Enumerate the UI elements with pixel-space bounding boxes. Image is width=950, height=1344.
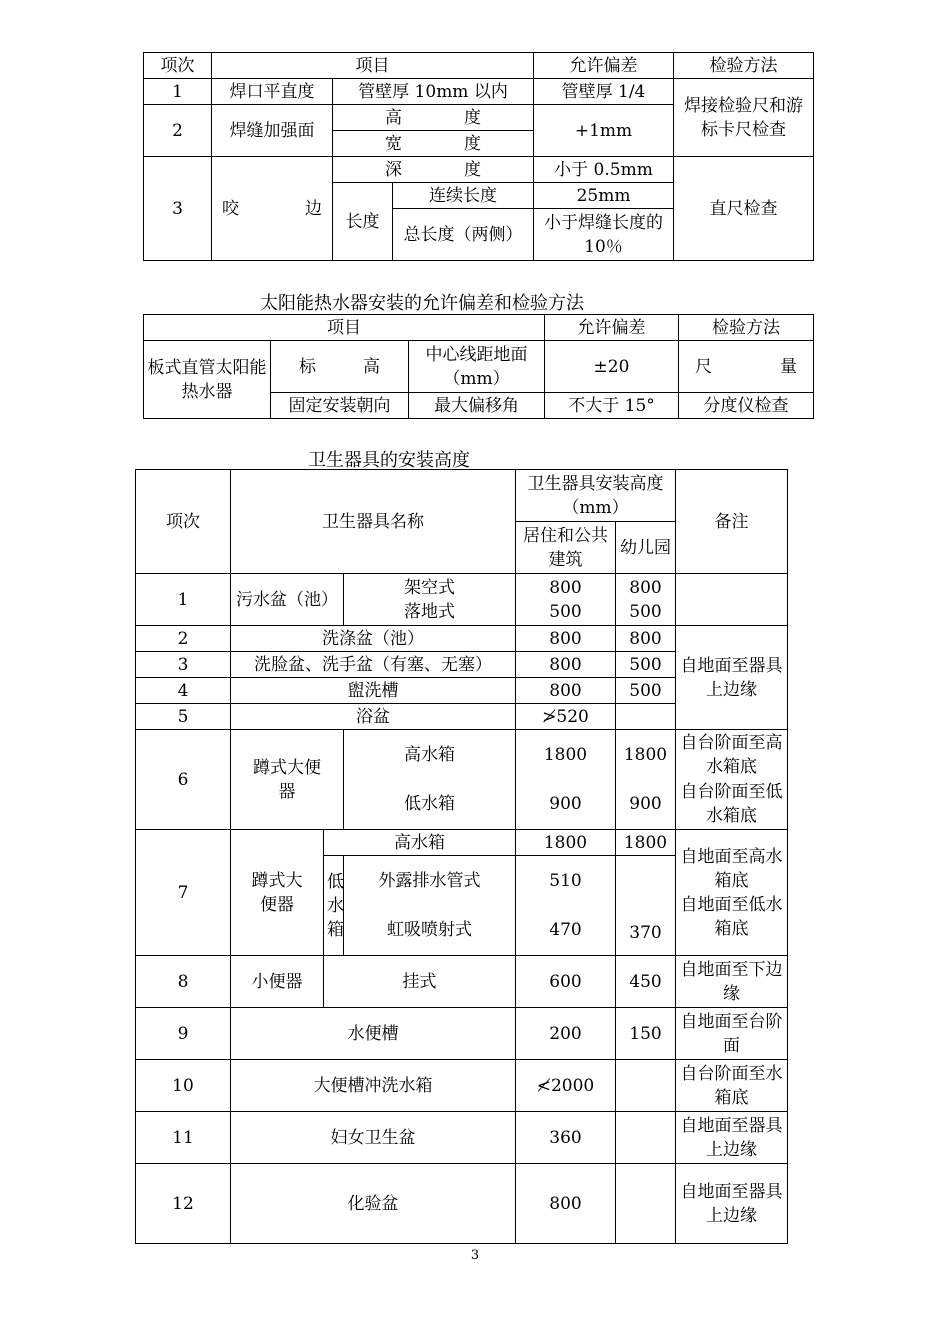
row-kindergarten: 150 [616, 1008, 676, 1060]
row-no: 11 [136, 1112, 231, 1164]
row-note: 自地面至台阶面 [676, 1008, 788, 1060]
header-tolerance: 允许偏差 [545, 315, 679, 341]
row-no: 10 [136, 1060, 231, 1112]
row-kindergarten: 800 500 [616, 574, 676, 626]
row-sub-width: 宽 度 [333, 131, 534, 157]
row-no: 1 [136, 574, 231, 626]
row-note [676, 574, 788, 626]
row-name: 洗脸盆、洗手盆（有塞、无塞） [231, 652, 516, 678]
row-sub-depth: 深 度 [333, 157, 534, 183]
elevation-method: 尺 量 [679, 341, 814, 393]
center-height-label: 中心线距地面（mm） [409, 341, 545, 393]
row-kindergarten [616, 1112, 676, 1164]
row-note: 自地面至高水箱底 自地面至低水箱底 [676, 830, 788, 956]
row-kindergarten: 900 [616, 780, 676, 830]
row-tolerance: +1mm [534, 105, 674, 157]
row-note: 自地面至下边缘 [676, 956, 788, 1008]
header-tolerance: 允许偏差 [534, 53, 674, 79]
row-residential: 1800 [516, 830, 616, 856]
row-tolerance-total: 小于焊缝长度的 10％ [534, 209, 674, 261]
row-residential: 200 [516, 1008, 616, 1060]
header-no: 项次 [144, 53, 212, 79]
row-no: 9 [136, 1008, 231, 1060]
row-residential: 470 [516, 906, 616, 956]
row-no: 3 [136, 652, 231, 678]
row-kindergarten: 500 [616, 678, 676, 704]
row-name: 蹲式大便器 [231, 730, 344, 830]
header-no: 项次 [136, 470, 231, 574]
page-number: 3 [470, 1248, 480, 1263]
row-no: 4 [136, 678, 231, 704]
row-residential: ≯520 [516, 704, 616, 730]
row-note: 自地面至器具上边缘 [676, 626, 788, 730]
orientation-label: 固定安装朝向 [271, 393, 409, 419]
row-note: 自地面至器具上边缘 [676, 1164, 788, 1244]
header-method: 检验方法 [679, 315, 814, 341]
row-no: 2 [144, 105, 212, 157]
row-kindergarten [616, 1060, 676, 1112]
row-residential: 900 [516, 780, 616, 830]
solar-heater-table [143, 314, 814, 419]
row-name: 化验盆 [231, 1164, 516, 1244]
solar-item: 板式直管太阳能热水器 [144, 341, 271, 419]
row-kindergarten: 800 [616, 626, 676, 652]
row-residential: 800 [516, 626, 616, 652]
row-kindergarten [616, 704, 676, 730]
row-item: 咬 边 [212, 157, 333, 261]
row-tolerance-depth: 小于 0.5mm [534, 157, 674, 183]
elevation-label: 标 高 [271, 341, 409, 393]
row-types: 架空式 落地式 [344, 574, 516, 626]
row-name: 蹲式大便器 [231, 830, 324, 956]
header-residential: 居住和公共建筑 [516, 522, 616, 574]
header-height: 卫生器具安装高度（mm） [516, 470, 676, 522]
row-no: 3 [144, 157, 212, 261]
row-type-exposed: 外露排水管式 [344, 856, 516, 906]
header-item: 项目 [144, 315, 545, 341]
row-length: 长度 [333, 183, 393, 261]
row-type-high: 高水箱 [324, 830, 516, 856]
row-item: 焊口平直度 [212, 79, 333, 105]
row-item: 焊缝加强面 [212, 105, 333, 157]
row-residential: 800 [516, 652, 616, 678]
row-name: 大便槽冲洗水箱 [231, 1060, 516, 1112]
orientation-method: 分度仪检查 [679, 393, 814, 419]
row-residential: 600 [516, 956, 616, 1008]
row-sub: 管壁厚 10mm 以内 [333, 79, 534, 105]
row-kindergarten: 1800 [616, 730, 676, 780]
offset-angle-label: 最大偏移角 [409, 393, 545, 419]
row-residential: 800 500 [516, 574, 616, 626]
header-method: 检验方法 [674, 53, 814, 79]
row-no: 7 [136, 830, 231, 956]
header-name: 卫生器具名称 [231, 470, 516, 574]
row-residential: 1800 [516, 730, 616, 780]
row-type-low: 低水箱 [344, 780, 516, 830]
row-sub-height: 高 度 [333, 105, 534, 131]
row-tolerance: 管壁厚 1/4 [534, 79, 674, 105]
row-residential: 360 [516, 1112, 616, 1164]
row-tolerance-continuous: 25mm [534, 183, 674, 209]
row-kindergarten: 450 [616, 956, 676, 1008]
row-note: 自台阶面至低水箱底 [676, 780, 788, 830]
row-name: 妇女卫生盆 [231, 1112, 516, 1164]
method-weld-gauge: 焊接检验尺和游标卡尺检查 [674, 79, 814, 157]
row-total: 总长度（两侧） [393, 209, 534, 261]
row-low-tank: 低水箱 [324, 856, 344, 956]
row-residential: 510 [516, 856, 616, 906]
sanitary-table-caption: 卫生器具的安装高度 [308, 450, 470, 471]
header-note: 备注 [676, 470, 788, 574]
row-no: 8 [136, 956, 231, 1008]
row-no: 1 [144, 79, 212, 105]
orientation-tolerance: 不大于 15° [545, 393, 679, 419]
solar-table-caption: 太阳能热水器安装的允许偏差和检验方法 [260, 293, 584, 314]
row-note: 自台阶面至高水箱底 [676, 730, 788, 780]
header-kindergarten: 幼儿园 [616, 522, 676, 574]
row-name: 污水盆（池） [231, 574, 344, 626]
row-kindergarten: 500 [616, 652, 676, 678]
row-kindergarten [616, 1164, 676, 1244]
row-note: 自台阶面至水箱底 [676, 1060, 788, 1112]
row-name: 小便器 [231, 956, 324, 1008]
row-no: 5 [136, 704, 231, 730]
sanitary-height-table [135, 469, 788, 1244]
weld-tolerance-table [143, 52, 814, 261]
row-continuous: 连续长度 [393, 183, 534, 209]
row-no: 2 [136, 626, 231, 652]
method-ruler: 直尺检查 [674, 157, 814, 261]
row-kindergarten: 1800 [616, 830, 676, 856]
row-name: 水便槽 [231, 1008, 516, 1060]
row-no: 12 [136, 1164, 231, 1244]
row-type: 挂式 [324, 956, 516, 1008]
row-type-siphon: 虹吸喷射式 [344, 906, 516, 956]
row-kindergarten: 370 [616, 856, 676, 956]
row-note: 自地面至器具上边缘 [676, 1112, 788, 1164]
row-type-high: 高水箱 [344, 730, 516, 780]
row-residential: 800 [516, 1164, 616, 1244]
row-name: 盥洗槽 [231, 678, 516, 704]
elevation-tolerance: ±20 [545, 341, 679, 393]
row-residential: ≮2000 [516, 1060, 616, 1112]
row-no: 6 [136, 730, 231, 830]
row-residential: 800 [516, 678, 616, 704]
header-item: 项目 [212, 53, 534, 79]
row-name: 洗涤盆（池） [231, 626, 516, 652]
row-name: 浴盆 [231, 704, 516, 730]
